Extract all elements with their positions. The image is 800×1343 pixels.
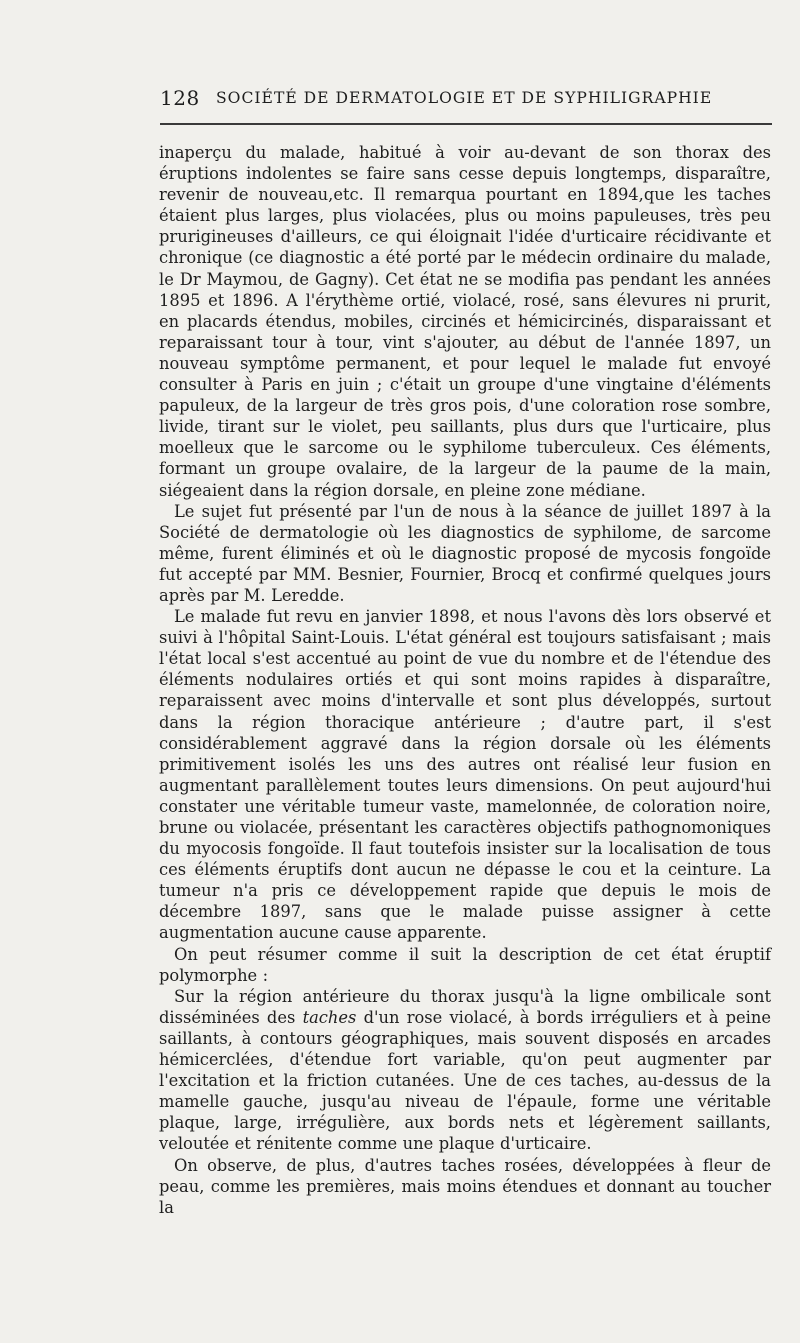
- page-header: [158, 80, 770, 114]
- paragraph-3: Le malade fut revu en janvier 1898, et nous l'avons dès lors observé et suivi à l'hôpital Saint-Louis. L'état général est toujours satisfaisant ; mais l'état local s'est accentué au point de vue du nombre et de l'étendue des éléments nodulaires ortiés et qui sont moins rapides à disparaître, reparaissent avec moins d'intervalle et sont plus développés, surtout dans la région thoracique antérieure ; d'autre part, il s'est considérablement aggravé dans la région dorsale où les éléments primitivement isolés les uns des autres ont réalisé leur fusion en augmentant parallèlement toutes leurs dimensions. On peut aujourd'hui constater une véritable tumeur vaste, mamelonnée, de coloration noire, brune ou violacée, présentant les caractères objectifs pathognomoniques du myocosis fongoïde. Il faut toutefois insister sur la localisation de tous ces éléments éruptifs dont aucun ne dépasse le cou et la ceinture. La tumeur n'a pris ce développement rapide que depuis le mois de décembre 1897, sans que le malade puisse assigner à cette augmentation aucune cause apparente.: [159, 607, 771, 943]
- paragraph-2: Le sujet fut présenté par l'un de nous à la séance de juillet 1897 à la Société de dermatologie où les diagnostics de syphilome, de sarcome même, furent éliminés et où le diagnostic proposé de mycosis fongoïde fut accepté par MM. Besnier, Fournier, Brocq et confirmé quelques jours après par M. Leredde.: [159, 501, 771, 605]
- paragraph-5: [159, 986, 771, 1155]
- paragraph-5-start: Sur la région antérieure du thorax jusqu'à la ligne ombilicale sont disséminées des: [159, 986, 771, 1027]
- paragraph-4: On peut résumer comme il suit la description de cet état éruptif polymorphe :: [159, 944, 771, 985]
- running-title: SOCIÉTÉ DE DERMATOLOGIE ET DE SYPHILIGRAPHIE: [216, 89, 713, 107]
- page-number: 128: [160, 86, 200, 110]
- paragraph-5-end: d'un rose violacé, à bords irréguliers et à peine saillants, à contours géographiques, mais souvent disposés en arcades hémicerclées, d'étendue fort variable, qu'on peut augmenter par l'excitation et la friction cutanées. Une de ces taches, au-dessus de la mamelle gauche, jusqu'au niveau de l'épaule, forme une véritable plaque, large, irrégulière, aux bords nets et légèrement saillants, veloutée et rénitente comme une plaque d'urticaire.: [159, 1007, 771, 1154]
- header-rule: [160, 123, 772, 125]
- italic-term: taches: [302, 1007, 357, 1027]
- paragraph-1: inaperçu du malade, habitué à voir au-devant de son thorax des éruptions indolentes se faire sans cesse depuis longtemps, disparaître, revenir de nouveau,etc. Il remarqua pourtant en 1894,que les taches étaient plus larges, plus violacées, plus ou moins papuleuses, très peu prurigineuses d'ailleurs, ce qui éloignait l'idée d'urticaire récidivante et chronique (ce diagnostic a été porté par le médecin ordinaire du malade, le Dr Maymou, de Gagny). Cet état ne se modifia pas pendant les années 1895 et 1896. A l'érythème ortié, violacé, rosé, sans élevures ni prurit, en placards étendus, mobiles, circinés et hémicircinés, disparaissant et reparaissant tour à tour, vint s'ajouter, au début de l'année 1897, un nouveau symptôme permanent, et pour lequel le malade fut envoyé consulter à Paris en juin ; c'était un groupe d'une vingtaine d'éléments papuleux, de la largeur de très gros pois, d'une coloration rose sombre, livide, tirant sur le violet, peu saillants, plus durs que l'urticaire, plus moelleux que le sarcome ou le syphilome tuberculeux. Ces éléments, formant un groupe ovalaire, de la largeur de la paume de la main, siégeaient dans la région dorsale, en pleine zone médiane.: [159, 143, 771, 500]
- body-text: [159, 142, 771, 1218]
- paragraph-6: On observe, de plus, d'autres taches rosées, développées à fleur de peau, comme les premières, mais moins étendues et donnant au toucher la: [159, 1155, 771, 1217]
